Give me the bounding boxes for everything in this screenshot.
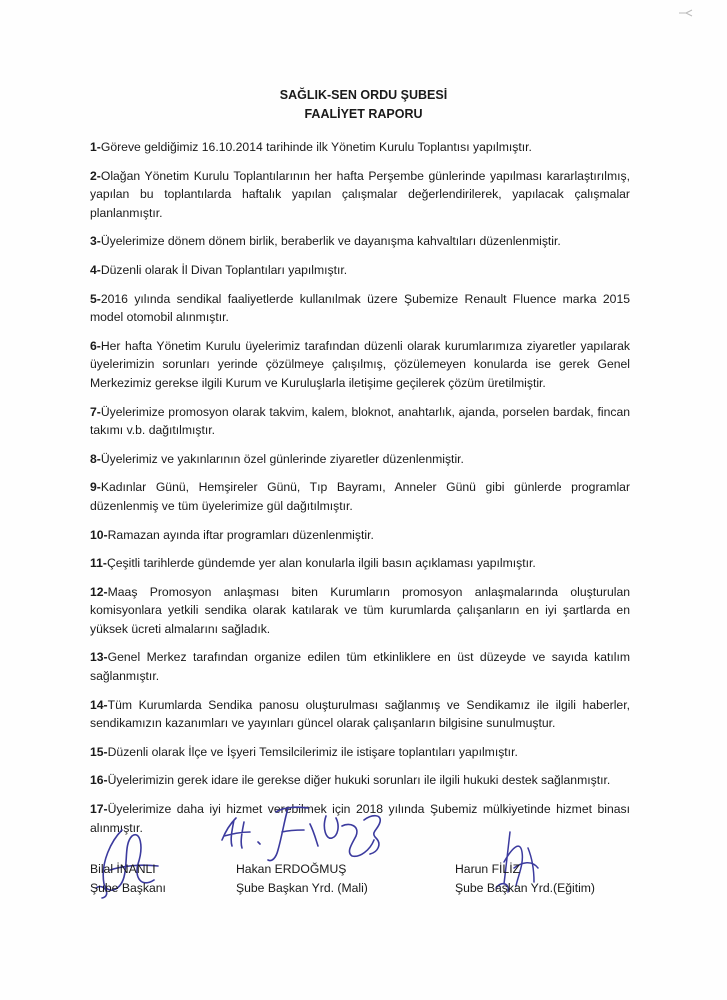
item-number: 5- [90,291,101,306]
list-item [90,478,630,515]
item-text: Çeşitli tarihlerde gündemde yer alan konularla ilgili basın açıklaması yapılmıştır. [106,556,536,571]
item-text: Üyelerimiz ve yakınlarının özel günlerinde ziyaretler düzenlenmiştir. [100,451,464,466]
item-number: 12- [90,584,108,599]
scan-mark [678,8,694,18]
signatory-name: Hakan ERDOĞMUŞ [236,862,347,876]
item-number: 2- [90,168,101,183]
item-text: Her hafta Yönetim Kurulu üyelerimiz tarafından düzenli olarak kurumlarımıza ziyaretler yapılarak üyelerimizin sorunları yerinde çözülmeye çalışılmış, çözülemeyen konularda ise gerek Genel Merkezimiz gerekse ilgili Kurum ve Kuruluşlarla iletişime geçilerek çözüm üretilmiştir. [90,338,630,390]
item-text: Genel Merkez tarafından organize edilen tüm etkinliklere en üst düzeyde ve sayıda katılım sağlanmıştır. [90,650,630,684]
activity-list [90,138,630,847]
signatory-title: Şube Başkan Yrd. (Mali) [236,881,368,895]
item-number: 8- [90,451,101,466]
signatory-3 [455,860,595,898]
list-item [90,261,630,280]
document-header [0,86,727,124]
item-text: Üyelerimizin gerek idare ile gerekse diğer hukuki sorunları ile ilgili hukuki destek sağlanmıştır. [107,773,611,788]
item-number: 7- [90,404,101,419]
item-text: Düzenli olarak İl Divan Toplantıları yapılmıştır. [100,262,348,277]
item-text: Kadınlar Günü, Hemşireler Günü, Tıp Bayramı, Anneler Günü gibi günlerde programlar düzenlenmiş ve tüm üyelerimize gül dağıtılmıştır. [90,480,630,513]
list-item [90,771,630,790]
item-text: Düzenli olarak İlçe ve İşyeri Temsilcilerimiz ile istişare toplantıları yapılmıştır. [107,744,518,759]
item-number: 3- [90,234,101,249]
item-text: Olağan Yönetim Kurulu Toplantılarının her hafta Perşembe günlerinde yapılması kararlaştırılmış, yapılan bu toplantılarda haftalık yapılan çalışmalar değerlendirilerek, yapılacak çalışmalar planlanmıştır. [90,168,630,220]
item-text: Tüm Kurumlarda Sendika panosu oluşturulması sağlanmış ve Sendikamız ile ilgili haberler, sendikamızın kazanımları ve yayınları güncel olarak çalışanların bilgisine sunulmuştur. [90,697,630,731]
item-number: 1- [90,140,101,154]
list-item [90,554,630,573]
list-item [90,232,630,251]
item-number: 14- [90,697,108,712]
list-item [90,526,630,545]
list-item [90,403,630,440]
item-text: Maaş Promosyon anlaşması biten Kurumların promosyon anlaşmalarında oluşturulan komisyonlara yetkili sendika olarak katılarak ve tüm kurumlarda çalışanların en iyi şartlarda en yüksek ücreti almalarını sağladık. [90,584,630,636]
signatory-title: Şube Başkanı [90,881,166,895]
item-number: 15- [90,744,108,759]
item-text: Üyelerimize dönem dönem birlik, beraberlik ve dayanışma kahvaltıları düzenlenmiştir. [100,234,561,249]
list-item [90,138,630,157]
signatory-2 [236,860,368,898]
list-item [90,648,630,685]
list-item [90,167,630,223]
list-item [90,337,630,393]
item-number: 4- [90,262,101,277]
item-text: 2016 yılında sendikal faaliyetlerde kullanılmak üzere Şubemize Renault Fluence marka 2015 model otomobil alınmıştır. [90,291,630,325]
item-number: 9- [90,480,101,495]
item-number: 11- [90,556,107,571]
item-number: 17- [90,802,108,817]
item-number: 6- [90,338,101,353]
item-text: Üyelerimize daha iyi hizmet verebilmek için 2018 yılında Şubemiz mülkiyetinde hizmet binası alınmıştır. [90,802,630,835]
signatory-title: Şube Başkan Yrd.(Eğitim) [455,881,595,895]
item-number: 13- [90,650,108,665]
list-item [90,450,630,469]
signatory-name: Harun FİLİZ [455,862,521,876]
list-item [90,290,630,327]
item-text: Üyelerimize promosyon olarak takvim, kalem, bloknot, anahtarlık, ajanda, porselen bardak, fincan takımı v.b. dağıtılmıştır. [90,404,630,438]
item-text: Ramazan ayında iftar programları düzenlenmiştir. [107,527,374,542]
item-number: 10- [90,527,108,542]
item-text: Göreve geldiğimiz 16.10.2014 tarihinde ilk Yönetim Kurulu Toplantısı yapılmıştır. [100,140,532,154]
signatory-name: Bilal İNANLI [90,862,156,876]
signatory-1 [90,860,166,898]
list-item [90,696,630,733]
list-item [90,743,630,762]
org-title: SAĞLIK-SEN ORDU ŞUBESİ [279,88,448,102]
item-number: 16- [90,773,108,788]
list-item [90,583,630,639]
report-title: FAALİYET RAPORU [304,107,423,121]
